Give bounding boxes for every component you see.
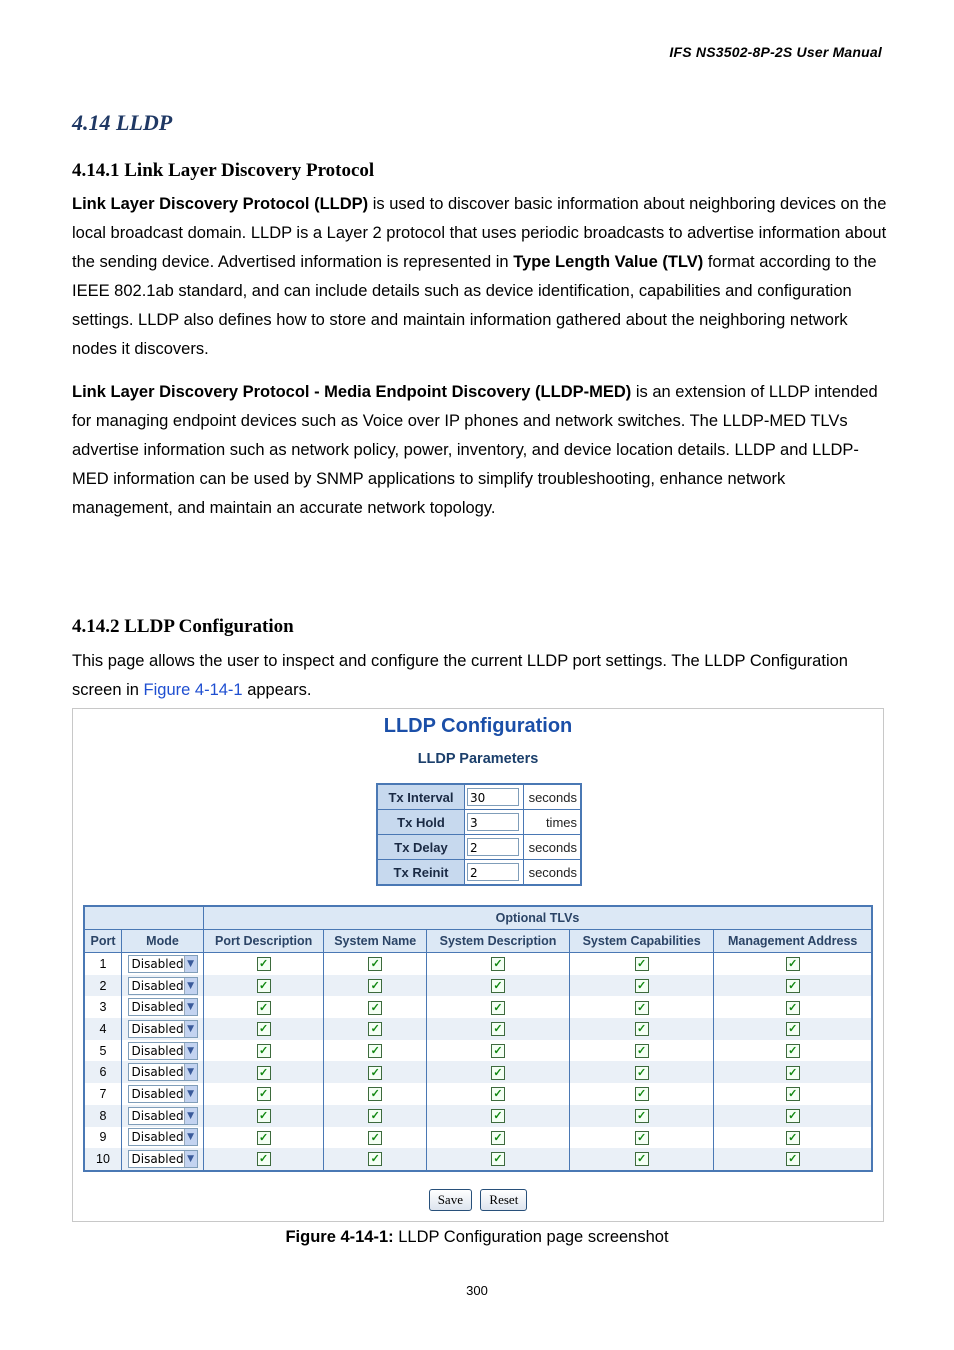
system-name-header: System Name (324, 930, 427, 953)
lldp-parameters-table (376, 783, 582, 886)
mode-select[interactable] (128, 1150, 198, 1168)
system-description-checkbox[interactable]: ✓ (491, 1066, 505, 1080)
management-address-header: Management Address (714, 930, 872, 953)
parameter-value-cell (465, 810, 524, 835)
parameter-row (377, 835, 581, 860)
parameter-value-cell (465, 860, 524, 886)
table-row (84, 1061, 872, 1083)
paragraph-lldp (72, 190, 887, 364)
mode-value: Disabled (131, 1065, 184, 1080)
parameter-value-cell (465, 835, 524, 860)
chevron-down-icon[interactable]: ▼ (184, 1021, 197, 1037)
mode-cell (122, 996, 204, 1018)
management-address-cell (714, 1083, 872, 1105)
caption-label: Figure 4-14-1: (285, 1228, 394, 1246)
management-address-checkbox[interactable]: ✓ (786, 1087, 800, 1101)
system-description-checkbox[interactable]: ✓ (491, 1022, 505, 1036)
system-capabilities-cell (569, 1018, 713, 1040)
port-description-checkbox[interactable]: ✓ (257, 1044, 271, 1058)
mode-select[interactable] (128, 977, 198, 995)
system-description-cell (427, 996, 570, 1018)
mode-value: Disabled (131, 956, 184, 971)
system-name-checkbox[interactable]: ✓ (368, 1152, 382, 1166)
system-name-cell (324, 1127, 427, 1149)
management-address-checkbox[interactable]: ✓ (786, 979, 800, 993)
parameter-input[interactable]: 30 (467, 788, 519, 806)
port-description-header: Port Description (203, 930, 323, 953)
port-number: 7 (84, 1083, 122, 1105)
paragraph-configuration (72, 647, 887, 705)
table-row (84, 975, 872, 997)
port-description-cell (203, 975, 323, 997)
management-address-cell (714, 996, 872, 1018)
system-capabilities-cell (569, 1105, 713, 1127)
paragraph-text: This page allows the user to inspect and configure the current LLDP port settings. The LLDP Configuration screen in (72, 652, 848, 699)
mode-select[interactable] (128, 955, 198, 973)
term-lldp: Link Layer Discovery Protocol (LLDP) (72, 195, 369, 213)
term-lldp-med: Link Layer Discovery Protocol - Media Endpoint Discovery (LLDP-MED) (72, 383, 632, 401)
system-description-cell (427, 1040, 570, 1062)
system-capabilities-cell (569, 1148, 713, 1171)
parameter-label: Tx Interval (377, 784, 465, 810)
parameter-unit: seconds (524, 835, 582, 860)
system-name-checkbox[interactable]: ✓ (368, 1087, 382, 1101)
system-name-cell (324, 953, 427, 975)
management-address-cell (714, 953, 872, 975)
table-row (84, 1105, 872, 1127)
port-header: Port (84, 930, 122, 953)
system-name-cell (324, 1083, 427, 1105)
management-address-cell (714, 1105, 872, 1127)
mode-cell (122, 1105, 204, 1127)
mode-cell (122, 1061, 204, 1083)
management-address-checkbox[interactable]: ✓ (786, 957, 800, 971)
table-row (84, 996, 872, 1018)
system-name-cell (324, 1061, 427, 1083)
system-name-checkbox[interactable]: ✓ (368, 1131, 382, 1145)
mode-cell (122, 1148, 204, 1171)
system-name-checkbox[interactable]: ✓ (368, 979, 382, 993)
system-capabilities-checkbox[interactable]: ✓ (635, 1044, 649, 1058)
reset-button[interactable]: Reset (480, 1189, 527, 1211)
system-capabilities-cell (569, 996, 713, 1018)
system-name-cell (324, 975, 427, 997)
table-row (84, 1040, 872, 1062)
management-address-cell (714, 1061, 872, 1083)
mode-value: Disabled (131, 1000, 184, 1015)
port-description-cell (203, 1105, 323, 1127)
chevron-down-icon[interactable]: ▼ (184, 1043, 197, 1059)
optional-tlvs-header: Optional TLVs (203, 906, 872, 930)
port-description-checkbox[interactable]: ✓ (257, 1066, 271, 1080)
system-description-cell (427, 1127, 570, 1149)
system-name-cell (324, 1148, 427, 1171)
port-description-cell (203, 1083, 323, 1105)
management-address-cell (714, 1018, 872, 1040)
system-name-checkbox[interactable]: ✓ (368, 1066, 382, 1080)
system-capabilities-checkbox[interactable]: ✓ (635, 1066, 649, 1080)
port-number: 10 (84, 1148, 122, 1171)
port-description-cell (203, 953, 323, 975)
port-description-checkbox[interactable]: ✓ (257, 1001, 271, 1015)
port-tlv-table (83, 905, 873, 1172)
management-address-checkbox[interactable]: ✓ (786, 1044, 800, 1058)
system-name-cell (324, 996, 427, 1018)
system-description-checkbox[interactable]: ✓ (491, 957, 505, 971)
mode-header: Mode (122, 930, 204, 953)
port-description-checkbox[interactable]: ✓ (257, 957, 271, 971)
mode-select[interactable] (128, 1107, 198, 1125)
paragraph-lldp-med (72, 378, 887, 523)
parameter-input[interactable]: 3 (467, 813, 519, 831)
system-description-cell (427, 1018, 570, 1040)
system-capabilities-cell (569, 1083, 713, 1105)
chevron-down-icon[interactable]: ▼ (184, 1108, 197, 1124)
port-description-cell (203, 1040, 323, 1062)
subsection-title-configuration: 4.14.2 LLDP Configuration (72, 616, 294, 637)
chevron-down-icon[interactable]: ▼ (184, 1086, 197, 1102)
chevron-down-icon[interactable]: ▼ (184, 999, 197, 1015)
system-name-cell (324, 1105, 427, 1127)
system-capabilities-cell (569, 1127, 713, 1149)
system-description-cell (427, 975, 570, 997)
paragraph-text: is used to discover basic information about neighboring devices on the local broadcast domain. LLDP is a Layer 2 protocol that uses periodic broadcasts to advertise information about the sending device. Advertised information is represented in (72, 195, 887, 271)
system-capabilities-cell (569, 1061, 713, 1083)
table-row (84, 1127, 872, 1149)
system-name-checkbox[interactable]: ✓ (368, 1022, 382, 1036)
parameter-label: Tx Hold (377, 810, 465, 835)
mode-select[interactable] (128, 1020, 198, 1038)
parameter-input[interactable]: 2 (467, 863, 519, 881)
figure-caption (0, 1228, 954, 1247)
management-address-checkbox[interactable]: ✓ (786, 1066, 800, 1080)
parameters-title: LLDP Parameters (417, 751, 539, 767)
system-capabilities-checkbox[interactable]: ✓ (635, 957, 649, 971)
port-number: 2 (84, 975, 122, 997)
mode-select[interactable] (128, 998, 198, 1016)
chevron-down-icon[interactable]: ▼ (184, 1129, 197, 1145)
system-description-cell (427, 1083, 570, 1105)
mode-value: Disabled (131, 1130, 184, 1145)
figure-link[interactable]: Figure 4-14-1 (143, 681, 243, 699)
system-capabilities-checkbox[interactable]: ✓ (635, 1152, 649, 1166)
page-number: 300 (466, 1283, 488, 1298)
system-capabilities-checkbox[interactable]: ✓ (635, 979, 649, 993)
system-description-checkbox[interactable]: ✓ (491, 1087, 505, 1101)
port-description-cell (203, 996, 323, 1018)
system-description-checkbox[interactable]: ✓ (491, 1044, 505, 1058)
system-name-checkbox[interactable]: ✓ (368, 1044, 382, 1058)
port-description-checkbox[interactable]: ✓ (257, 1087, 271, 1101)
parameter-input[interactable]: 2 (467, 838, 519, 856)
system-name-checkbox[interactable]: ✓ (368, 1109, 382, 1123)
section-title: 4.14 LLDP (72, 110, 173, 135)
caption-text: LLDP Configuration page screenshot (393, 1228, 669, 1246)
management-address-checkbox[interactable]: ✓ (786, 1109, 800, 1123)
system-description-cell (427, 1148, 570, 1171)
management-address-checkbox[interactable]: ✓ (786, 1152, 800, 1166)
parameter-label: Tx Delay (377, 835, 465, 860)
mode-cell (122, 1083, 204, 1105)
system-capabilities-checkbox[interactable]: ✓ (635, 1022, 649, 1036)
system-description-checkbox[interactable]: ✓ (491, 1001, 505, 1015)
chevron-down-icon[interactable]: ▼ (184, 978, 197, 994)
running-header: IFS NS3502-8P-2S User Manual (669, 44, 882, 60)
port-number: 5 (84, 1040, 122, 1062)
chevron-down-icon[interactable]: ▼ (184, 1064, 197, 1080)
mode-value: Disabled (131, 1152, 184, 1167)
management-address-cell (714, 1127, 872, 1149)
system-description-checkbox[interactable]: ✓ (491, 1109, 505, 1123)
management-address-checkbox[interactable]: ✓ (786, 1022, 800, 1036)
mode-cell (122, 1040, 204, 1062)
system-name-checkbox[interactable]: ✓ (368, 957, 382, 971)
term-tlv: Type Length Value (TLV) (513, 253, 704, 271)
system-capabilities-header: System Capabilities (569, 930, 713, 953)
table-row (84, 1083, 872, 1105)
save-button[interactable]: Save (429, 1189, 472, 1211)
mode-select[interactable] (128, 1042, 198, 1060)
system-capabilities-checkbox[interactable]: ✓ (635, 1001, 649, 1015)
system-capabilities-checkbox[interactable]: ✓ (635, 1131, 649, 1145)
button-bar (73, 1189, 883, 1211)
port-number: 4 (84, 1018, 122, 1040)
system-capabilities-checkbox[interactable]: ✓ (635, 1109, 649, 1123)
management-address-cell (714, 975, 872, 997)
parameter-unit: times (524, 810, 582, 835)
parameter-unit: seconds (524, 860, 582, 886)
mode-cell (122, 953, 204, 975)
system-capabilities-checkbox[interactable]: ✓ (635, 1087, 649, 1101)
table-row (84, 1018, 872, 1040)
management-address-cell (714, 1040, 872, 1062)
system-name-checkbox[interactable]: ✓ (368, 1001, 382, 1015)
port-description-checkbox[interactable]: ✓ (257, 1131, 271, 1145)
mode-select[interactable] (128, 1063, 198, 1081)
port-description-cell (203, 1148, 323, 1171)
subsection-title-protocol: 4.14.1 Link Layer Discovery Protocol (72, 160, 375, 181)
mode-cell (122, 1127, 204, 1149)
system-description-cell (427, 1105, 570, 1127)
parameter-value-cell (465, 784, 524, 810)
system-description-checkbox[interactable]: ✓ (491, 1152, 505, 1166)
port-description-checkbox[interactable]: ✓ (257, 1022, 271, 1036)
paragraph-text: format according to the IEEE 802.1ab standard, and can include details such as device identification, capabilities and configuration settings. LLDP also defines how to store and maintain information gathered about the neighboring network nodes it discovers. (72, 253, 877, 358)
chevron-down-icon[interactable]: ▼ (184, 956, 197, 972)
system-capabilities-cell (569, 975, 713, 997)
management-address-checkbox[interactable]: ✓ (786, 1131, 800, 1145)
management-address-checkbox[interactable]: ✓ (786, 1001, 800, 1015)
port-description-cell (203, 1061, 323, 1083)
mode-value: Disabled (131, 1021, 184, 1036)
port-description-cell (203, 1018, 323, 1040)
blank-header (84, 906, 203, 930)
lldp-configuration-screenshot (72, 708, 884, 1222)
mode-value: Disabled (131, 978, 184, 993)
port-number: 9 (84, 1127, 122, 1149)
page-title: LLDP Configuration (383, 715, 573, 737)
port-description-checkbox[interactable]: ✓ (257, 1109, 271, 1123)
mode-select[interactable] (128, 1128, 198, 1146)
port-description-checkbox[interactable]: ✓ (257, 979, 271, 993)
system-description-checkbox[interactable]: ✓ (491, 979, 505, 993)
port-description-cell (203, 1127, 323, 1149)
port-number: 3 (84, 996, 122, 1018)
mode-value: Disabled (131, 1043, 184, 1058)
management-address-cell (714, 1148, 872, 1171)
parameter-unit: seconds (524, 784, 582, 810)
port-number: 6 (84, 1061, 122, 1083)
port-description-checkbox[interactable]: ✓ (257, 1152, 271, 1166)
parameter-label: Tx Reinit (377, 860, 465, 886)
mode-select[interactable] (128, 1085, 198, 1103)
mode-value: Disabled (131, 1086, 184, 1101)
system-name-cell (324, 1040, 427, 1062)
port-number: 1 (84, 953, 122, 975)
parameter-row (377, 784, 581, 810)
system-description-cell (427, 953, 570, 975)
parameter-row (377, 860, 581, 886)
table-row (84, 953, 872, 975)
paragraph-text: is an extension of LLDP intended for managing endpoint devices such as Voice over IP phones and network switches. The LLDP-MED TLVs advertise information such as network policy, power, inventory, and device location details. LLDP and LLDP-MED information can be used by SNMP applications to simplify troubleshooting, enhance network management, and maintain an accurate network topology. (72, 383, 878, 517)
paragraph-text: appears. (242, 681, 312, 699)
chevron-down-icon[interactable]: ▼ (184, 1151, 197, 1167)
mode-cell (122, 975, 204, 997)
system-name-cell (324, 1018, 427, 1040)
mode-value: Disabled (131, 1108, 184, 1123)
table-row (84, 1148, 872, 1171)
port-number: 8 (84, 1105, 122, 1127)
mode-cell (122, 1018, 204, 1040)
system-capabilities-cell (569, 953, 713, 975)
system-description-header: System Description (427, 930, 570, 953)
parameter-row (377, 810, 581, 835)
system-description-checkbox[interactable]: ✓ (491, 1131, 505, 1145)
system-description-cell (427, 1061, 570, 1083)
system-capabilities-cell (569, 1040, 713, 1062)
